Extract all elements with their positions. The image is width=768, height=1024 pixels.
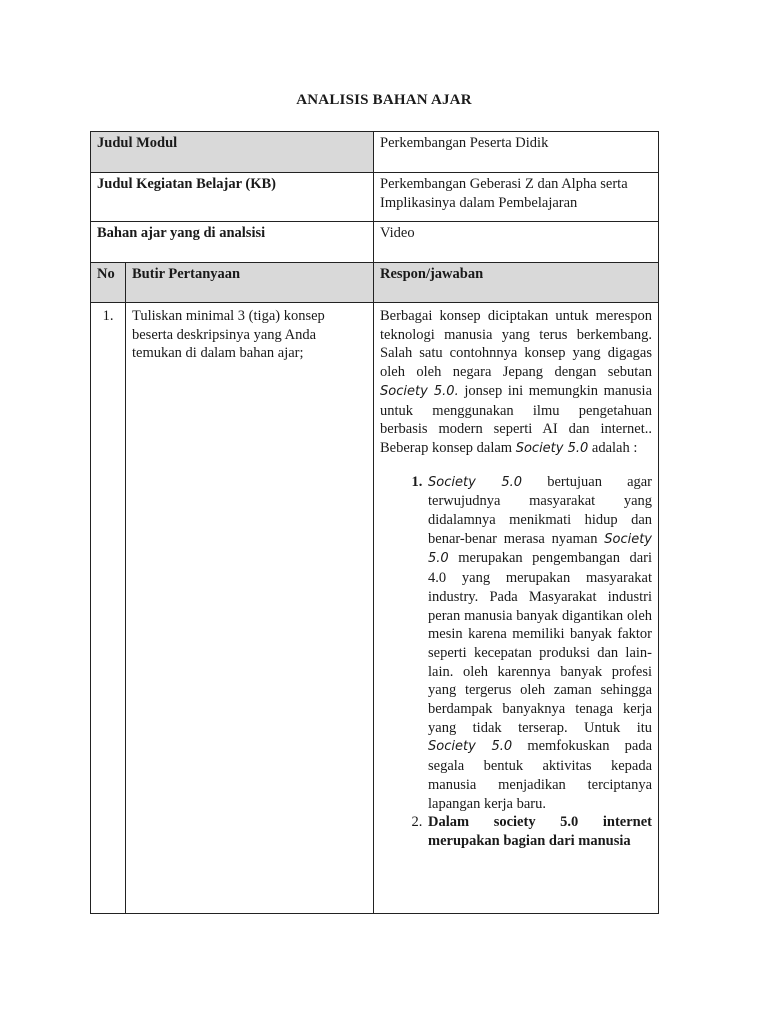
header-butir: Butir Pertanyaan	[126, 263, 374, 303]
list-item: 1. Society 5.0 bertujuan agar terwujudnya masyarakat yang didalamnya menikmati hidup dan benar-benar merasa nyaman Society 5.0 merupakan pengembangan dari 4.0 yang merupakan masyarakat industry. Pada Masyarakat industri peran manusia banyak digantikan oleh mesin karena memiliki banyak faktor seperti kecepatan produksi dan lain-lain. oleh karennya banyak profesi yang tergerus oleh zaman sehingga berdampak banyaknya tenaga kerja yang tidak terserap. Untuk itu Society 5.0 memfokuskan pada segala bentuk aktivitas kepada manusia menjadikan terciptanya lapangan kerja baru.	[426, 473, 652, 814]
row-judul-modul	[91, 132, 659, 173]
judul-modul-value: Perkembangan Peserta Didik	[374, 132, 659, 173]
bahan-ajar-value: Video	[374, 222, 659, 263]
question-text: Tuliskan minimal 3 (tiga) konsep beserta deskripsinya yang Anda temukan di dalam bahan ajar;	[126, 303, 374, 914]
question-number: 1.	[91, 303, 126, 914]
header-respon: Respon/jawaban	[374, 263, 659, 303]
judul-modul-label: Judul Modul	[91, 132, 374, 173]
analysis-table	[90, 131, 659, 914]
row-judul-kb	[91, 173, 659, 222]
judul-kb-value: Perkembangan Geberasi Z dan Alpha serta Implikasinya dalam Pembelajaran	[374, 173, 659, 222]
question-row-1	[91, 303, 659, 914]
judul-kb-label: Judul Kegiatan Belajar (KB)	[91, 173, 374, 222]
answer-cell	[374, 303, 659, 914]
row-bahan-ajar	[91, 222, 659, 263]
list-item: 2. Dalam society 5.0 internet merupakan bagian dari manusia	[426, 813, 652, 850]
header-no: No	[91, 263, 126, 303]
document-title: ANALISIS BAHAN AJAR	[296, 92, 472, 108]
table-header-row	[91, 263, 659, 303]
bahan-ajar-label: Bahan ajar yang di analsisi	[91, 222, 374, 263]
concept-list	[380, 473, 652, 851]
answer-intro: Berbagai konsep diciptakan untuk merespon teknologi manusia yang terus berkembang. Salah satu contohnnya konsep yang digagas oleh oleh negara Jepang dengan sebutan Society 5.0. jonsep ini memungkin manusia untuk menggunakan ilmu pengetahuan berbasis modern seperti AI dan internet.. Beberap konsep dalam Society 5.0 adalah :	[380, 308, 653, 456]
